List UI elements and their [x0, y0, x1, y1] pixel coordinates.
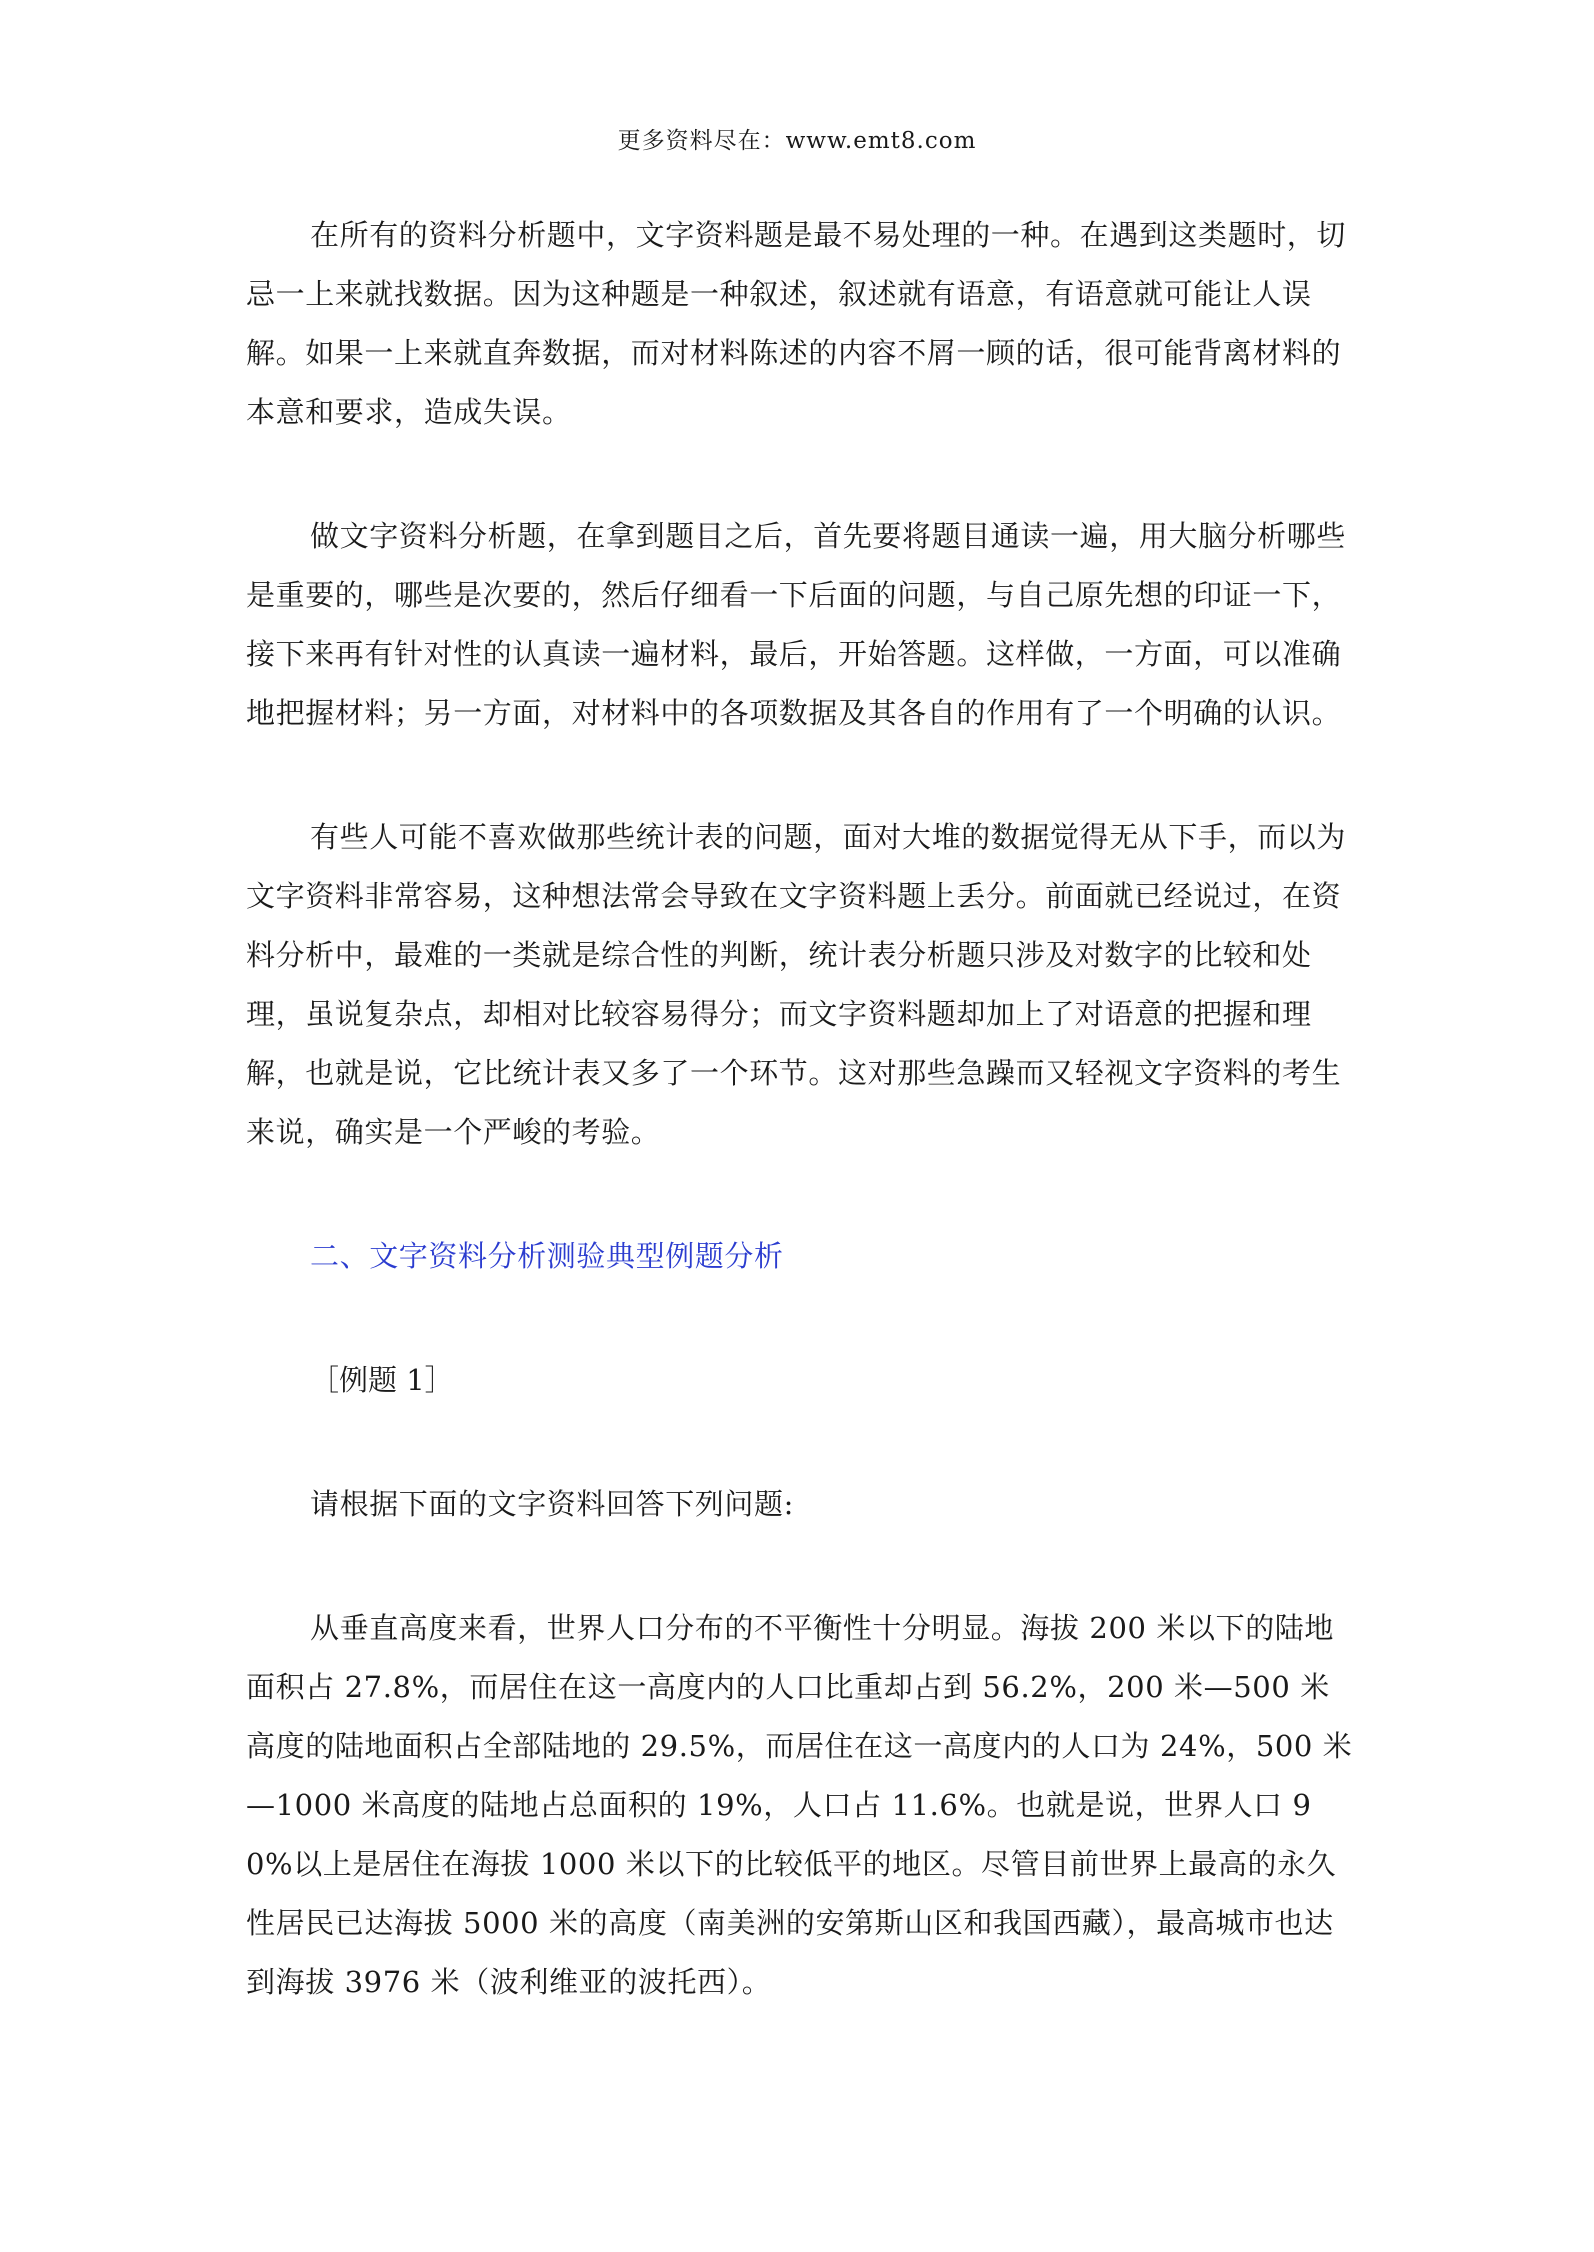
document-body: [246, 206, 1358, 2077]
example-label: ［例题 1］: [310, 1363, 454, 1397]
paragraph-warning: 有些人可能不喜欢做那些统计表的问题，面对大堆的数据觉得无从下手，而以为文字资料非常容易，这种想法常会导致在文字资料题上丢分。前面就已经说过，在资料分析中，最难的一类就是综合性的判断，统计表分析题只涉及对数字的比较和处理，虽说复杂点，却相对比较容易得分；而文字资料题却加上了对语意的把握和理解，也就是说，它比统计表又多了一个环节。这对那些急躁而又轻视文字资料的考生来说，确实是一个严峻的考验。: [246, 820, 1347, 1149]
paragraph-population-data: 从垂直高度来看，世界人口分布的不平衡性十分明显。海拔 200 米以下的陆地面积占 27.8%，而居住在这一高度内的人口比重却占到 56.2%，200 米—500 米高度的陆地面积占全部陆地的 29.5%，而居住在这一高度内的人口为 24%，500 米—1000 米高度的陆地占总面积的 19%，人口占 11.6%。也就是说，世界人口 90%以上是居住在海拔 1000 米以下的比较低平的地区。尽管目前世界上最高的永久性居民已达海拔 5000 米的高度（南美洲的安第斯山区和我国西藏），最高城市也达到海拔 3976 米（波利维亚的波托西）。: [246, 1611, 1353, 1999]
paragraph-method: 做文字资料分析题，在拿到题目之后，首先要将题目通读一遍，用大脑分析哪些是重要的，哪些是次要的，然后仔细看一下后面的问题，与自己原先想的印证一下，接下来再有针对性的认真读一遍材料，最后，开始答题。这样做，一方面，可以准确地把握材料；另一方面，对材料中的各项数据及其各自的作用有了一个明确的认识。: [246, 519, 1347, 730]
paragraph-intro: 在所有的资料分析题中，文字资料题是最不易处理的一种。在遇到这类题时，切忌一上来就找数据。因为这种题是一种叙述，叙述就有语意，有语意就可能让人误解。如果一上来就直奔数据，而对材料陈述的内容不屑一顾的话，很可能背离材料的本意和要求，造成失误。: [246, 218, 1347, 429]
page-header: 更多资料尽在：www.emt8.com: [617, 128, 977, 154]
section-heading: 二、文字资料分析测验典型例题分析: [310, 1239, 784, 1273]
instruction-text: 请根据下面的文字资料回答下列问题:: [310, 1487, 794, 1521]
